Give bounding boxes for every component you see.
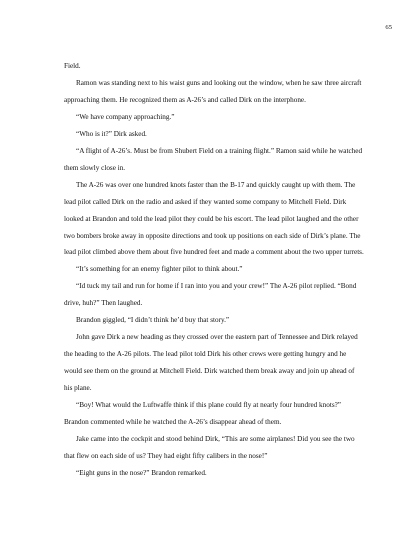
paragraph: Jake came into the cockpit and stood behind Dirk, “This are some airplanes! Did you see the two that flew on each side of us? They had eight fifty calibers in the nose!” (64, 434, 355, 460)
paragraph: “Id tuck my tail and run for home if I ran into you and your crew!” The A-26 pilot replied. “Bond drive, huh?” Then laughed. (64, 282, 357, 308)
paragraph: “Who is it?” Dirk asked. (76, 129, 147, 138)
paragraph: “It’s something for an enemy fighter pilot to think about.” (76, 265, 243, 274)
paragraph: “Boy! What would the Luftwaffe think if this plane could fly at nearly four hundred knots?” Brandon commented while he watched the A-26’s disappear ahead of them. (64, 401, 341, 427)
paragraph: John gave Dirk a new heading as they crossed over the eastern part of Tennessee and Dirk relayed the heading to the A-26 pilots. The lead pilot told Dirk his other crews were getting hungry and he would see them on the ground at Mitchell Field. Dirk watched them break away and join up ahead of his plane. (64, 333, 358, 393)
paragraph: “We have company approaching.” (76, 112, 175, 121)
paragraph: Field. (64, 62, 81, 70)
paragraph: Brandon giggled, “I didn’t think he’d buy that story.” (76, 316, 230, 325)
paragraph: “A flight of A-26’s. Must be from Shubert Field on a training flight.” Ramon said while he watched them slowly close in. (64, 146, 363, 172)
document-body (64, 58, 364, 482)
paragraph: Ramon was standing next to his waist guns and looking out the window, when he saw three aircraft approaching them. He recognized them as A-26’s and called Dirk on the interphone. (64, 78, 362, 104)
paragraph: “Eight guns in the nose?” Brandon remarked. (76, 468, 207, 477)
paragraph: The A-26 was over one hundred knots faster than the B-17 and quickly caught up with them. The lead pilot called Dirk on the radio and asked if they wanted some company to Mitchell Field. Dirk looked at Brandon and told the lead pilot they could be his escort. The lead pilot laughed and the other two bombers broke away in opposite directions and took up positions on each side of Dirk’s plane. The lead pilot climbed above them about five hundred feet and made a comment about the two upper turrets. (64, 180, 364, 257)
page-number: 65 (385, 24, 392, 31)
